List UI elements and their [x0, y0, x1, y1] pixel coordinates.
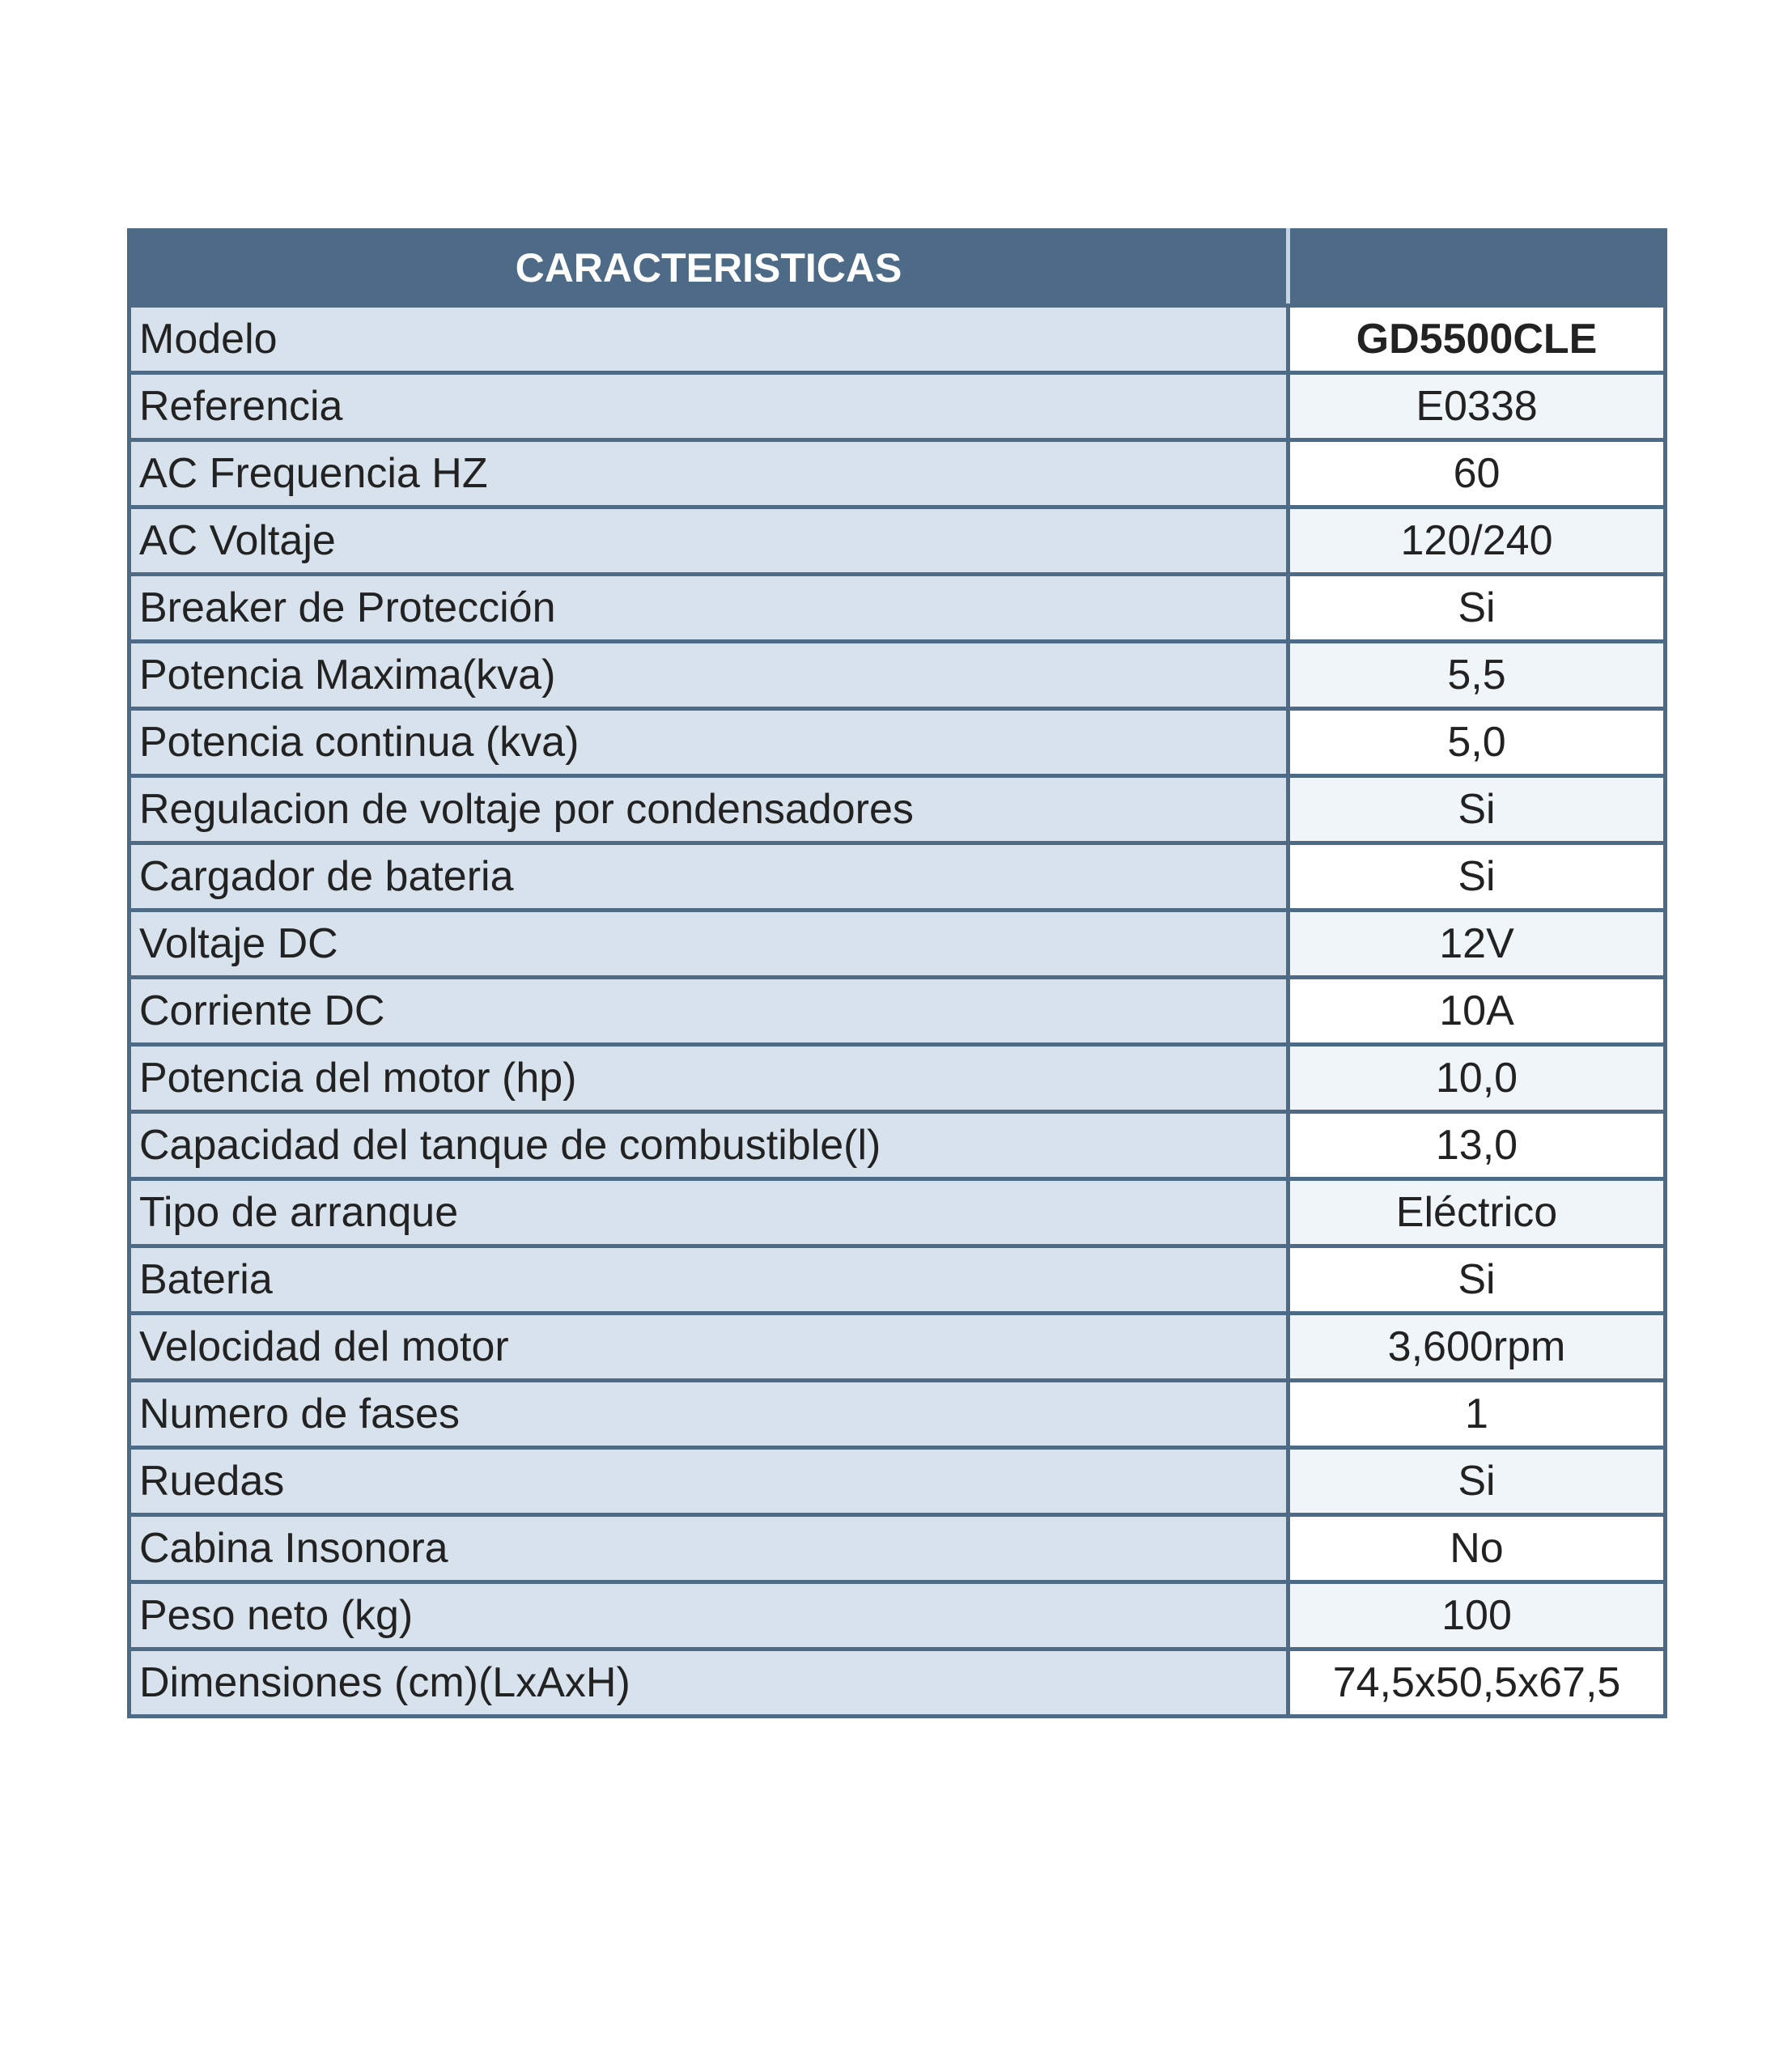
spec-label: Corriente DC [129, 978, 1288, 1045]
spec-label: Potencia del motor (hp) [129, 1045, 1288, 1112]
table-row [129, 1179, 1666, 1246]
spec-value: Si [1288, 1246, 1666, 1314]
spec-label: Velocidad del motor [129, 1314, 1288, 1381]
spec-label: Cargador de bateria [129, 843, 1288, 911]
table-row [129, 709, 1666, 776]
spec-value: 10,0 [1288, 1045, 1666, 1112]
table-row [129, 1515, 1666, 1582]
spec-value: Si [1288, 1448, 1666, 1515]
spec-label: Referencia [129, 373, 1288, 440]
spec-label: Potencia Maxima(kva) [129, 642, 1288, 709]
table-row [129, 843, 1666, 911]
table-row [129, 440, 1666, 507]
spec-label: Breaker de Protección [129, 575, 1288, 642]
table-row [129, 1448, 1666, 1515]
spec-value: 120/240 [1288, 507, 1666, 575]
spec-value: 10A [1288, 978, 1666, 1045]
table-row [129, 642, 1666, 709]
spec-table [127, 228, 1667, 1718]
spec-value: No [1288, 1515, 1666, 1582]
table-header-row [129, 231, 1666, 306]
spec-value: Eléctrico [1288, 1179, 1666, 1246]
spec-label: Numero de fases [129, 1381, 1288, 1448]
spec-value: 13,0 [1288, 1112, 1666, 1179]
spec-value: 3,600rpm [1288, 1314, 1666, 1381]
table-row [129, 507, 1666, 575]
spec-label: Modelo [129, 306, 1288, 373]
spec-label: Dimensiones (cm)(LxAxH) [129, 1650, 1288, 1717]
table-row [129, 1381, 1666, 1448]
spec-value: 5,0 [1288, 709, 1666, 776]
spec-value: E0338 [1288, 373, 1666, 440]
spec-label: Bateria [129, 1246, 1288, 1314]
spec-label: Potencia continua (kva) [129, 709, 1288, 776]
spec-label: Ruedas [129, 1448, 1288, 1515]
spec-value: 1 [1288, 1381, 1666, 1448]
spec-label: Tipo de arranque [129, 1179, 1288, 1246]
table-row [129, 911, 1666, 978]
table-row [129, 1314, 1666, 1381]
table-row [129, 306, 1666, 373]
table-row [129, 1650, 1666, 1717]
table-row [129, 1246, 1666, 1314]
spec-value: Si [1288, 776, 1666, 843]
table-row [129, 373, 1666, 440]
spec-value: 100 [1288, 1582, 1666, 1650]
spec-label: Voltaje DC [129, 911, 1288, 978]
spec-label: AC Frequencia HZ [129, 440, 1288, 507]
table-row [129, 1112, 1666, 1179]
spec-label: Regulacion de voltaje por condensadores [129, 776, 1288, 843]
spec-label: Peso neto (kg) [129, 1582, 1288, 1650]
spec-value: GD5500CLE [1288, 306, 1666, 373]
table-row [129, 978, 1666, 1045]
table-row [129, 776, 1666, 843]
table-header-title: CARACTERISTICAS [129, 231, 1288, 306]
spec-label: Cabina Insonora [129, 1515, 1288, 1582]
table-header-value [1288, 231, 1666, 306]
spec-value: 5,5 [1288, 642, 1666, 709]
spec-value: 60 [1288, 440, 1666, 507]
spec-value: 74,5x50,5x67,5 [1288, 1650, 1666, 1717]
spec-value: Si [1288, 575, 1666, 642]
table-row [129, 1582, 1666, 1650]
spec-value: 12V [1288, 911, 1666, 978]
spec-label: Capacidad del tanque de combustible(l) [129, 1112, 1288, 1179]
spec-label: AC Voltaje [129, 507, 1288, 575]
table-row [129, 575, 1666, 642]
table-row [129, 1045, 1666, 1112]
spec-table-body [129, 306, 1666, 1717]
spec-value: Si [1288, 843, 1666, 911]
